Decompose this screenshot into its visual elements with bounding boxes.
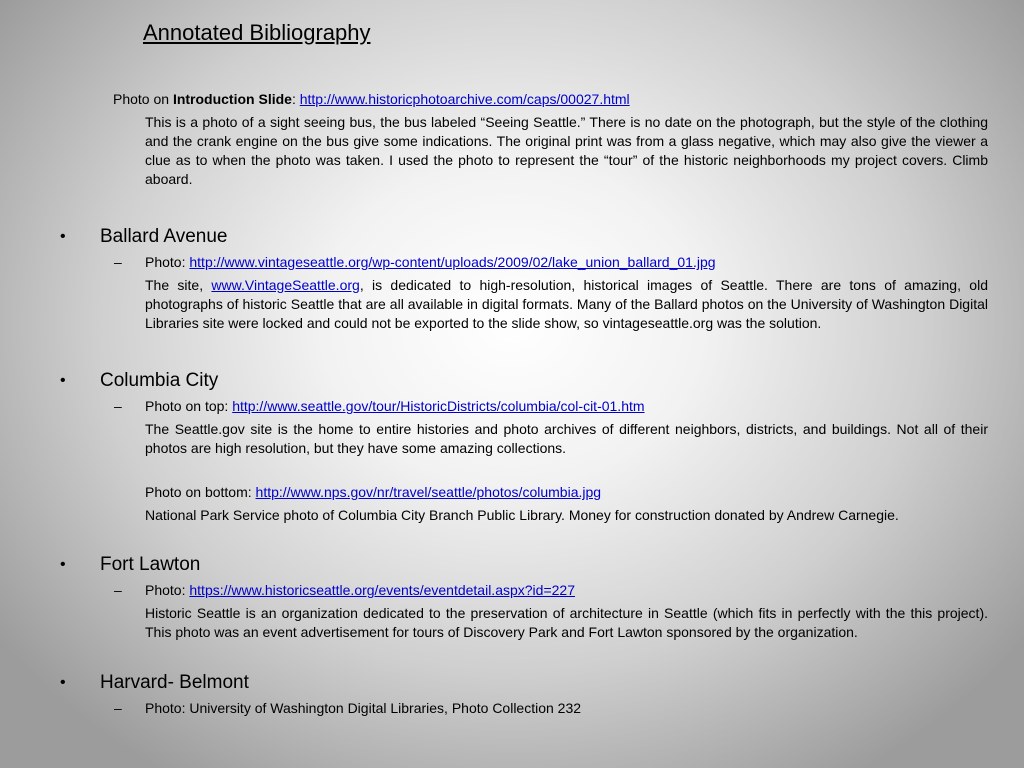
heading-columbia: Columbia City: [100, 370, 219, 391]
dash-icon: –: [114, 398, 122, 414]
dash-icon: –: [114, 700, 122, 716]
columbia-photo-link[interactable]: http://www.seattle.gov/tour/HistoricDistricts/columbia/col-cit-01.htm: [232, 398, 645, 414]
vintageseattle-link[interactable]: www.VintageSeattle.org: [211, 277, 360, 293]
intro-colon: :: [291, 91, 300, 107]
dash-icon: –: [114, 582, 122, 598]
ballard-photo-link[interactable]: http://www.vintageseattle.org/wp-content/uploads/2009/02/lake_union_ballard_01.jpg: [189, 254, 716, 270]
intro-photo-link[interactable]: http://www.historicphotoarchive.com/caps/00027.html: [299, 91, 630, 107]
columbia-photo2-line: [145, 484, 601, 500]
slide-title: Annotated Bibliography: [143, 20, 371, 45]
lawton-description: Historic Seattle is an organization dedicated to the preservation of architecture in Seattle (which fits in perfectly with the this project). This photo was an event advertisement for tours of Discovery Park and Fort Lawton sponsored by the organization.: [145, 605, 988, 640]
lawton-photo-line: [145, 582, 575, 598]
ballard-desc-rest: , is dedicated to high-resolution, historical images of Seattle. There are tons of amazing, old photographs of historic Seattle that are all available in digital formats. Many of the Ballard photos on the University of Washington Digital Libraries site were locked and could not be exported to the slide show, so vintageseattle.org was the solution.: [145, 277, 988, 331]
columbia-photo2-label: Photo on bottom:: [145, 484, 256, 500]
bullet-icon: •: [60, 674, 66, 691]
dash-icon: –: [114, 254, 122, 270]
columbia-photo2-link[interactable]: http://www.nps.gov/nr/travel/seattle/photos/columbia.jpg: [255, 484, 602, 500]
heading-harvard-belmont: Harvard- Belmont: [100, 672, 249, 693]
intro-photo-line: [113, 91, 630, 107]
intro-prefix: Photo on: [113, 91, 173, 107]
ballard-photo-line: [145, 254, 716, 270]
lawton-photo-label: Photo:: [145, 582, 190, 598]
bullet-icon: •: [60, 372, 66, 389]
columbia-description-2: National Park Service photo of Columbia City Branch Public Library. Money for construction donated by Andrew Carnegie.: [145, 507, 899, 523]
bullet-icon: •: [60, 556, 66, 573]
bullet-icon: •: [60, 228, 66, 245]
ballard-desc-prefix: The site,: [145, 277, 212, 293]
columbia-description: The Seattle.gov site is the home to entire histories and photo archives of different neighbors, districts, and buildings. Not all of their photos are high resolution, but they have some amazing collections.: [145, 421, 988, 456]
ballard-description: [145, 276, 988, 333]
heading-ballard: Ballard Avenue: [100, 226, 228, 247]
harvard-photo-line: Photo: University of Washington Digital Libraries, Photo Collection 232: [145, 700, 582, 716]
intro-bold-label: Introduction Slide: [172, 91, 292, 107]
heading-fort-lawton: Fort Lawton: [100, 554, 201, 575]
intro-description: This is a photo of a sight seeing bus, the bus labeled “Seeing Seattle.” There is no date on the photograph, but the style of the clothing and the crank engine on the bus give some indications. The original print was from a glass negative, which may also give the viewer a clue as to when the photo was taken. I used the photo to represent the “tour” of the historic neighborhoods my project covers. Climb aboard.: [145, 114, 988, 187]
columbia-photo-label: Photo on top:: [145, 398, 233, 414]
ballard-photo-label: Photo:: [145, 254, 190, 270]
columbia-photo-line: [145, 398, 645, 414]
lawton-photo-link[interactable]: https://www.historicseattle.org/events/eventdetail.aspx?id=227: [189, 582, 575, 598]
